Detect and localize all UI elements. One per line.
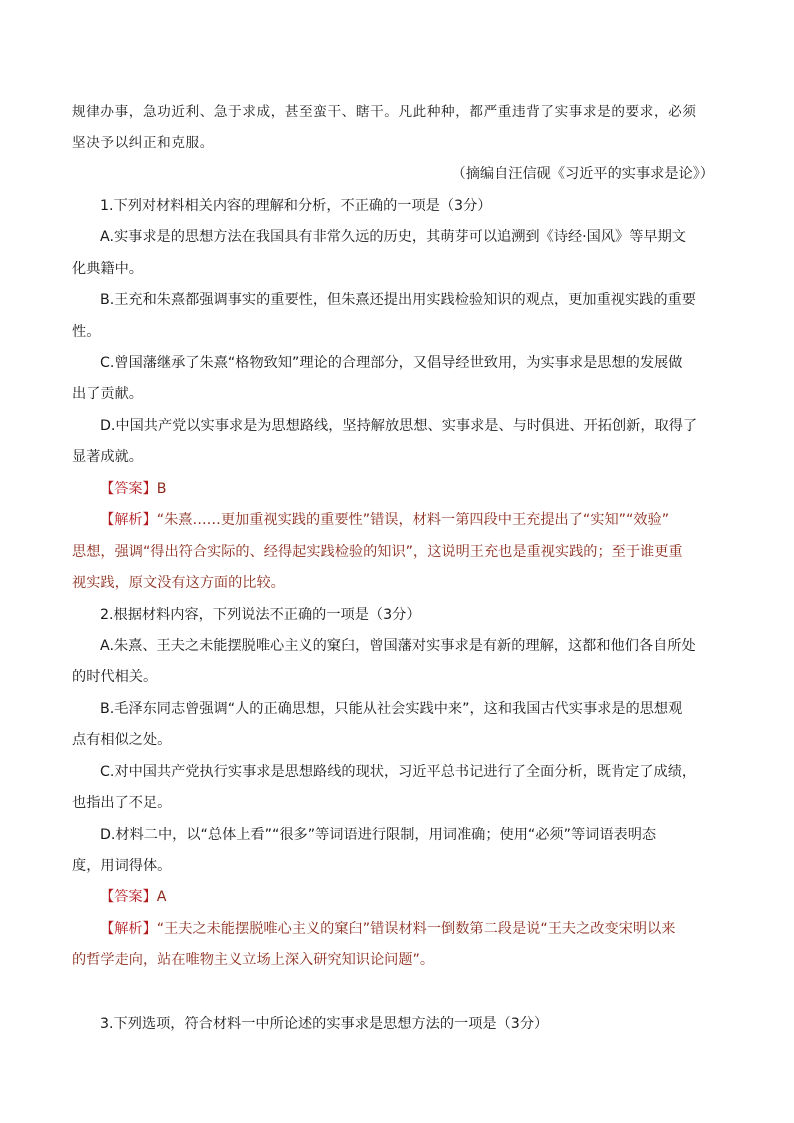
- q2-option-a-cont: 的时代相关。: [72, 669, 158, 685]
- source-citation: （摘编自汪信砚《习近平的实事求是论》）: [451, 166, 714, 182]
- answer-value: A: [156, 889, 167, 905]
- q2-analysis-cont: 的哲学走向，站在唯物主义立场上深入研究知识论问题”。: [72, 952, 435, 968]
- q1-analysis-cont: 视实践，原文没有这方面的比较。: [72, 575, 285, 591]
- q1-option-a-cont: 化典籍中。: [72, 261, 143, 277]
- q2-option-c: C.对中国共产党执行实事求是思想路线的现状，习近平总书记进行了全面分析，既肯定了成绩，: [100, 764, 697, 780]
- q2-option-a: A.朱熹、王夫之未能摆脱唯心主义的窠臼，曾国藩对实事求是有新的理解，这都和他们各自所处: [100, 638, 696, 654]
- answer-tag: 【答案】: [100, 481, 157, 497]
- q2-option-d-cont: 度，用词得体。: [72, 858, 172, 874]
- q1-option-d: D.中国共产党以实事求是为思想路线，坚持解放思想、实事求是、与时俱进、开拓创新，取得了: [100, 418, 698, 434]
- q1-option-b: B.王充和朱熹都强调事实的重要性，但朱熹还提出用实践检验知识的观点，更加重视实践的重要: [100, 292, 696, 308]
- q2-option-b: B.毛泽东同志曾强调“人的正确思想，只能从社会实践中来”，这和我国古代实事求是的思想观: [100, 701, 683, 717]
- question-1-stem: 1.下列对材料相关内容的理解和分析，不正确的一项是（3分）: [100, 198, 492, 214]
- q2-answer: [100, 887, 166, 907]
- answer-value: B: [156, 481, 167, 497]
- question-3-stem: 3.下列选项，符合材料一中所论述的实事求是思想方法的一项是（3分）: [100, 1016, 549, 1032]
- q1-analysis-cont: 思想，强调“得出符合实际的、经得起实践检验的知识”，这说明王充也是重视实践的；至于谁更重: [72, 544, 683, 560]
- q1-option-a: A.实事求是的思想方法在我国具有非常久远的历史，其萌芽可以追溯到《诗经·国风》等早期文: [100, 229, 686, 245]
- passage-line: 坚决予以纠正和克服。: [72, 135, 214, 151]
- analysis-text: “王夫之未能摆脱唯心主义的窠臼”错误材料一倒数第二段是说“王夫之改变宋明以来: [156, 921, 676, 937]
- answer-tag: 【答案】: [100, 889, 157, 905]
- q1-option-d-cont: 显著成就。: [72, 449, 143, 465]
- q1-answer: [100, 479, 167, 499]
- q1-analysis: [100, 510, 669, 530]
- q1-option-c: C.曾国藩继承了朱熹“格物致知”理论的合理部分，又倡导经世致用，为实事求是思想的发展做: [100, 355, 683, 371]
- q1-option-c-cont: 出了贡献。: [72, 386, 143, 402]
- analysis-text: “朱熹……更加重视实践的重要性”错误，材料一第四段中王充提出了“实知”“效验”: [156, 512, 670, 528]
- q2-option-c-cont: 也指出了不足。: [72, 795, 172, 811]
- analysis-tag: 【解析】: [100, 512, 157, 528]
- analysis-tag: 【解析】: [100, 921, 157, 937]
- q2-option-d: D.材料二中，以“总体上看”“很多”等词语进行限制，用词准确；使用“必须”等词语表明态: [100, 827, 657, 843]
- q1-option-b-cont: 性。: [72, 324, 101, 340]
- q2-analysis: [100, 919, 675, 939]
- passage-line: 规律办事，急功近利、急于求成，甚至蛮干、瞎干。凡此种种，都严重违背了实事求是的要求，必须: [72, 104, 697, 120]
- question-2-stem: 2.根据材料内容，下列说法不正确的一项是（3分）: [100, 607, 421, 623]
- q2-option-b-cont: 点有相似之处。: [72, 732, 172, 748]
